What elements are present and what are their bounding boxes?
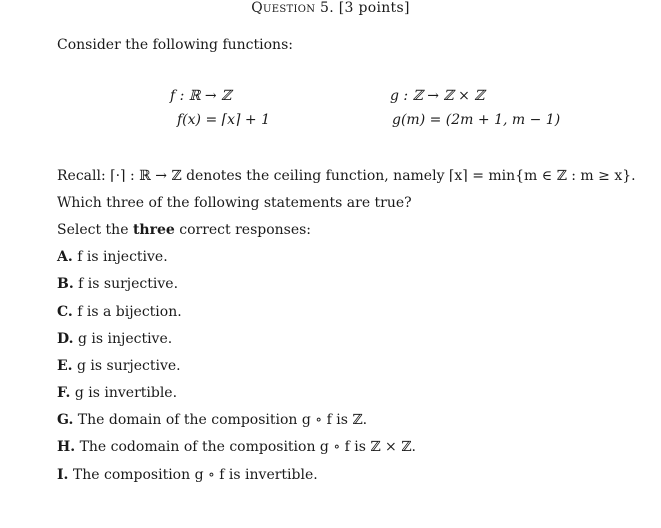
option-g[interactable] <box>57 411 367 429</box>
option-letter: B. <box>57 276 74 292</box>
option-i[interactable] <box>57 466 318 484</box>
option-b[interactable] <box>57 275 178 293</box>
option-letter: G. <box>57 412 74 428</box>
recall-text: Recall: ⌈·⌉ : ℝ → ℤ denotes the ceiling function, namely ⌈x⌉ = min{m ∈ ℤ : m ≥ x}. <box>57 168 636 184</box>
option-letter: I. <box>57 467 69 483</box>
select-after: correct responses: <box>174 222 312 238</box>
option-text: f is a bijection. <box>77 304 182 320</box>
f-signature: f : ℝ → ℤ <box>170 88 232 104</box>
g-definition: g(m) = (2m + 1, m − 1) <box>392 112 561 128</box>
question-prompt: Which three of the following statements are true? <box>57 195 412 211</box>
question-header <box>0 0 661 16</box>
option-letter: E. <box>57 358 73 374</box>
option-letter: C. <box>57 304 73 320</box>
option-letter: D. <box>57 331 74 347</box>
question-points: [3 points] <box>338 0 410 16</box>
option-text: The codomain of the composition g ∘ f is ℤ × ℤ. <box>79 439 416 455</box>
select-count: three <box>132 222 175 238</box>
intro-text: Consider the following functions: <box>57 37 293 53</box>
option-h[interactable] <box>57 438 416 456</box>
g-signature: g : ℤ → ℤ × ℤ <box>390 88 485 104</box>
option-f[interactable] <box>57 384 177 402</box>
option-d[interactable] <box>57 330 172 348</box>
select-before: Select the <box>57 222 133 238</box>
option-e[interactable] <box>57 357 181 375</box>
option-letter: H. <box>57 439 76 455</box>
option-letter: F. <box>57 385 71 401</box>
option-text: f is surjective. <box>78 276 179 292</box>
option-a[interactable] <box>57 248 168 266</box>
f-definition: f(x) = ⌈x⌉ + 1 <box>177 112 270 128</box>
select-instruction <box>57 221 311 239</box>
option-text: The composition g ∘ f is invertible. <box>72 467 318 483</box>
option-text: g is injective. <box>77 331 173 347</box>
option-text: g is surjective. <box>77 358 181 374</box>
option-text: g is invertible. <box>74 385 178 401</box>
question-label: Question 5. <box>251 0 334 16</box>
option-text: f is injective. <box>77 249 168 265</box>
option-c[interactable] <box>57 303 182 321</box>
option-letter: A. <box>57 249 73 265</box>
option-text: The domain of the composition g ∘ f is ℤ. <box>77 412 368 428</box>
